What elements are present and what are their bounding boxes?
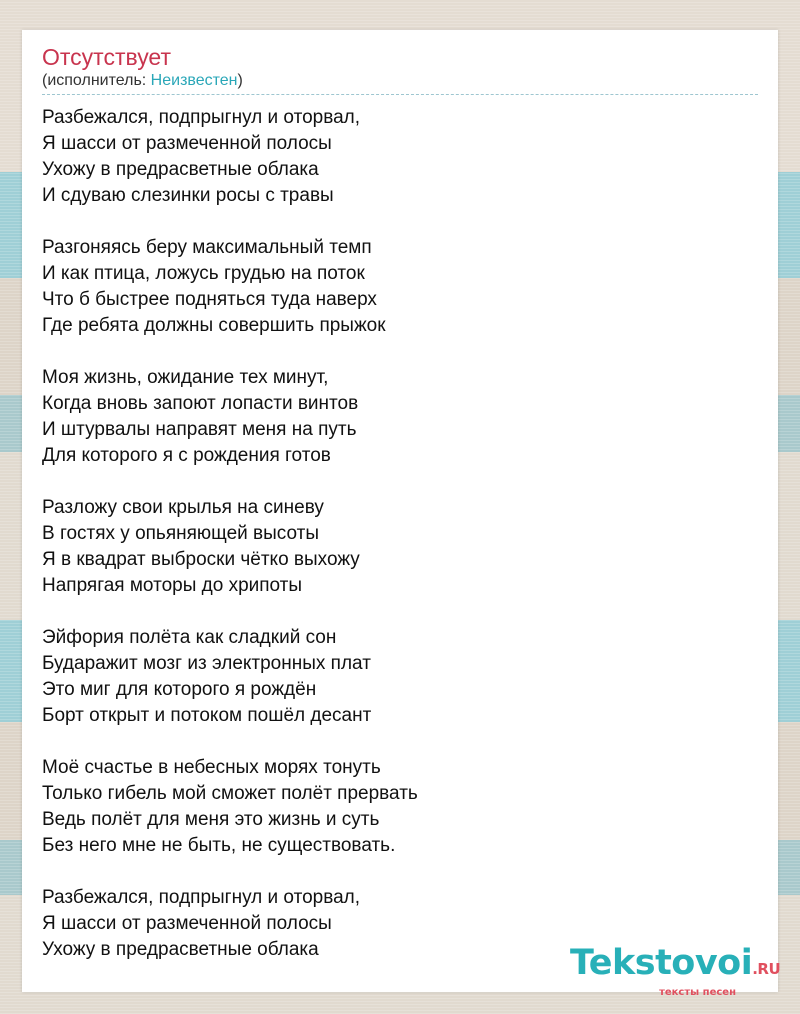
lyrics-line: Для которого я с рождения готов — [42, 445, 331, 466]
lyrics-line: И как птица, ложусь грудью на поток — [42, 263, 365, 284]
lyrics-line: Ухожу в предрасветные облака — [42, 159, 319, 180]
lyrics-line: В гостях у опьяняющей высоты — [42, 523, 320, 544]
lyrics-line: Ведь полёт для меня это жизнь и суть — [42, 809, 380, 830]
logo-wordmark — [570, 943, 781, 988]
lyrics-line: Моя жизнь, ожидание тех минут, — [42, 367, 329, 388]
lyrics-line: Я шасси от размеченной полосы — [42, 133, 332, 154]
lyrics-line: Ухожу в предрасветные облака — [42, 939, 319, 960]
lyrics-line: Разгоняясь беру максимальный темп — [42, 237, 372, 258]
lyrics-line: И штурвалы направят меня на путь — [42, 419, 357, 440]
lyrics-line: Я шасси от размеченной полосы — [42, 913, 332, 934]
lyrics-line: Разбежался, подпрыгнул и оторвал, — [42, 107, 361, 128]
lyrics-line: Когда вновь запоют лопасти винтов — [42, 393, 359, 414]
lyrics-line: Разбежался, подпрыгнул и оторвал, — [42, 887, 361, 908]
lyrics-line: Я в квадрат выброски чётко выхожу — [42, 549, 360, 570]
lyrics-line: Эйфория полёта как сладкий сон — [42, 627, 337, 648]
lyrics-stanza — [42, 235, 758, 339]
lyrics-stanza — [42, 755, 758, 859]
artist-line — [42, 72, 758, 90]
logo-tld: .RU — [752, 960, 781, 978]
lyrics-stanza — [42, 625, 758, 729]
song-title: Отсутствует — [42, 44, 171, 70]
artist-name-link[interactable]: Неизвестен — [150, 72, 238, 89]
lyrics-line: Это миг для которого я рождён — [42, 679, 317, 700]
artist-suffix: ) — [237, 72, 243, 89]
lyrics-line: Напрягая моторы до хрипоты — [42, 575, 303, 596]
lyrics-line: Только гибель мой сможет полёт прервать — [42, 783, 418, 804]
lyrics-line: Разложу свои крылья на синеву — [42, 497, 324, 518]
lyrics-line: Что б быстрее подняться туда наверх — [42, 289, 377, 310]
lyrics-line: Без него мне не быть, не существовать. — [42, 835, 396, 856]
lyrics-line: Моё счастье в небесных морях тонуть — [42, 757, 381, 778]
logo-main-text: Tekstovoi — [570, 943, 753, 983]
lyrics-stanza — [42, 105, 758, 209]
lyrics-card — [22, 30, 781, 992]
artist-prefix: (исполнитель: — [42, 72, 151, 89]
site-logo[interactable] — [570, 943, 781, 998]
lyrics-stanza — [42, 365, 758, 469]
title-divider — [42, 94, 758, 95]
lyrics-line: Бударажит мозг из электронных плат — [42, 653, 371, 674]
lyrics-line: И сдуваю слезинки росы с травы — [42, 185, 334, 206]
lyrics-line: Где ребята должны совершить прыжок — [42, 315, 386, 336]
logo-subtitle: тексты песен — [659, 987, 736, 998]
lyrics-body — [42, 105, 758, 963]
lyrics-stanza — [42, 495, 758, 599]
lyrics-line: Борт открыт и потоком пошёл десант — [42, 705, 372, 726]
